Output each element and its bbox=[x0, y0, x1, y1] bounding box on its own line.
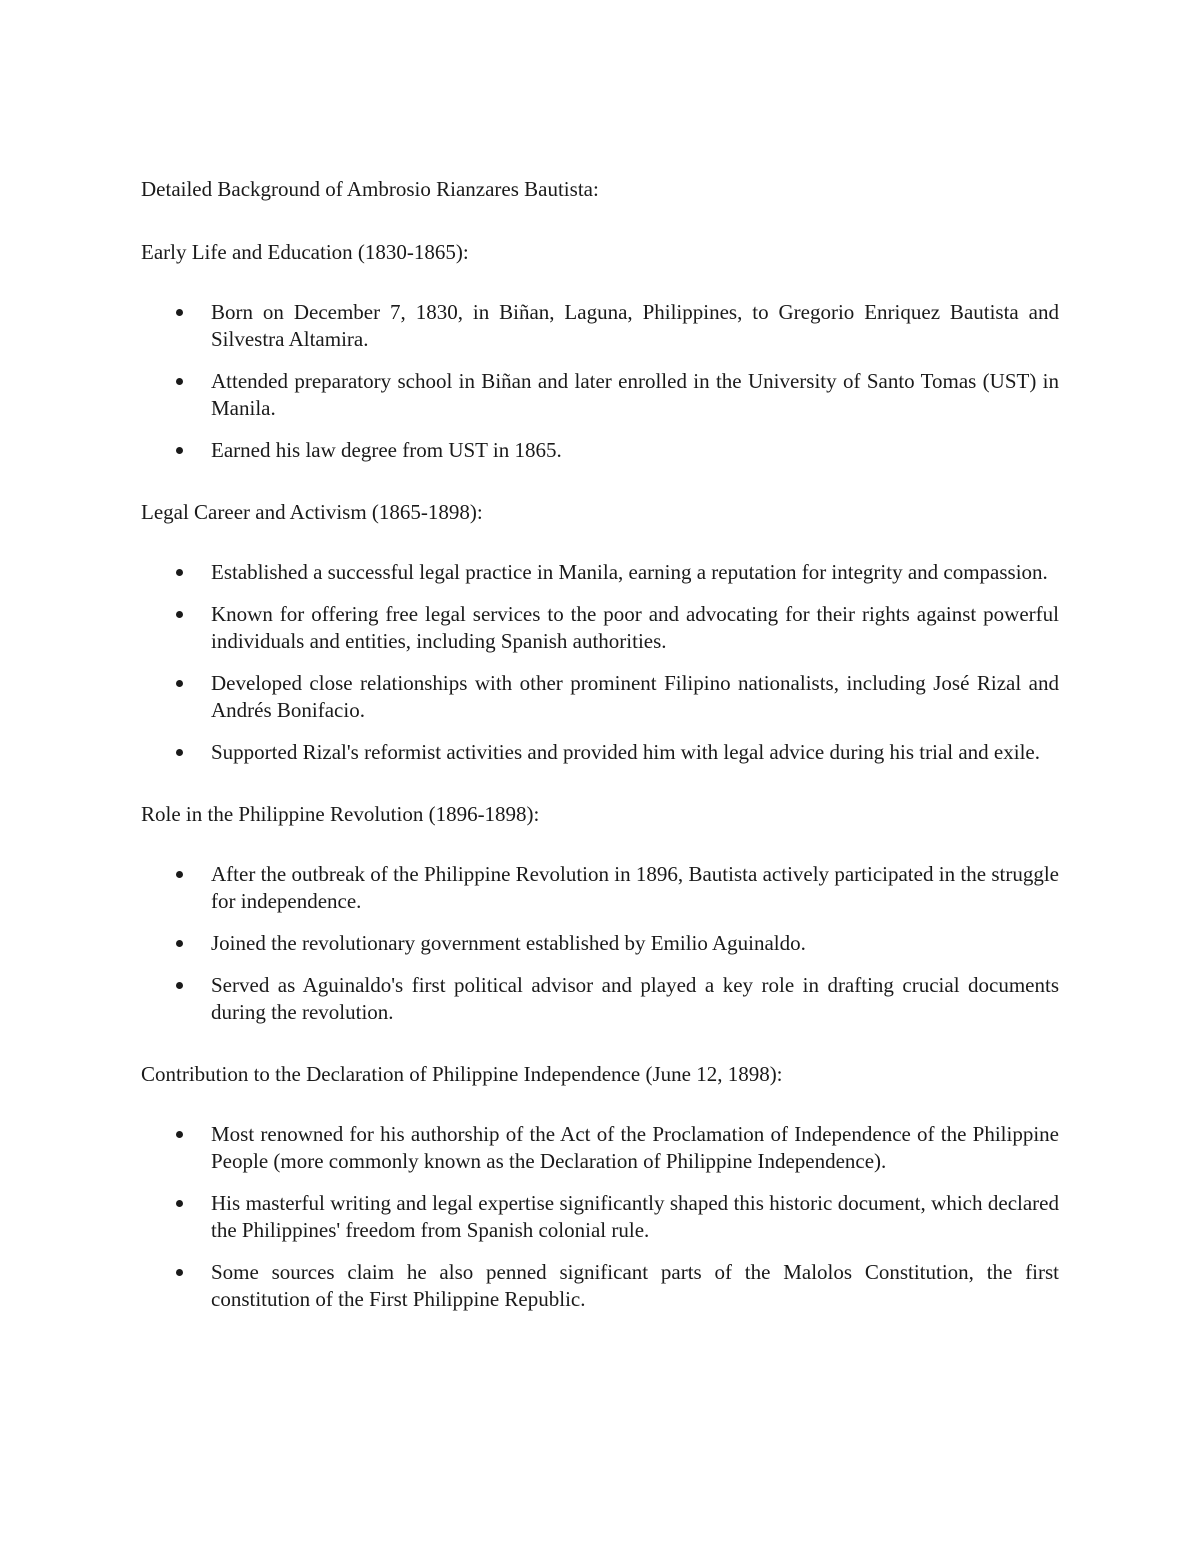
list-item bbox=[141, 861, 1059, 915]
section-heading: Legal Career and Activism (1865-1898): bbox=[141, 500, 483, 524]
section-heading: Role in the Philippine Revolution (1896-1898): bbox=[141, 802, 540, 826]
document-title: Detailed Background of Ambrosio Rianzares Bautista: bbox=[141, 177, 599, 201]
bullet-list bbox=[141, 559, 1059, 766]
list-item bbox=[141, 972, 1059, 1026]
list-item-text: After the outbreak of the Philippine Revolution in 1896, Bautista actively participated in the struggle for independence. bbox=[211, 862, 1059, 913]
list-item bbox=[141, 1121, 1059, 1175]
list-item-text: His masterful writing and legal expertise significantly shaped this historic document, which declared the Philippines' freedom from Spanish colonial rule. bbox=[211, 1191, 1059, 1242]
bullet-icon bbox=[176, 569, 183, 576]
list-item-text: Joined the revolutionary government established by Emilio Aguinaldo. bbox=[211, 931, 806, 955]
bullet-icon bbox=[176, 680, 183, 687]
list-item-text: Earned his law degree from UST in 1865. bbox=[211, 438, 562, 462]
bullet-list bbox=[141, 861, 1059, 1026]
list-item bbox=[141, 930, 1059, 957]
bullet-icon bbox=[176, 611, 183, 618]
bullet-icon bbox=[176, 1200, 183, 1207]
list-item-text: Served as Aguinaldo's first political advisor and played a key role in drafting crucial documents during the revolution. bbox=[211, 973, 1059, 1024]
bullet-icon bbox=[176, 309, 183, 316]
section-heading: Contribution to the Declaration of Philippine Independence (June 12, 1898): bbox=[141, 1062, 783, 1086]
document-page bbox=[141, 174, 1059, 1346]
list-item bbox=[141, 559, 1059, 586]
bullet-icon bbox=[176, 447, 183, 454]
list-item-text: Established a successful legal practice in Manila, earning a reputation for integrity and compassion. bbox=[211, 560, 1048, 584]
list-item bbox=[141, 739, 1059, 766]
bullet-icon bbox=[176, 378, 183, 385]
list-item bbox=[141, 601, 1059, 655]
list-item-text: Born on December 7, 1830, in Biñan, Laguna, Philippines, to Gregorio Enriquez Bautista and Silvestra Altamira. bbox=[211, 300, 1059, 351]
bullet-icon bbox=[176, 749, 183, 756]
section-revolution bbox=[141, 799, 1059, 1026]
bullet-icon bbox=[176, 1269, 183, 1276]
bullet-icon bbox=[176, 982, 183, 989]
list-item bbox=[141, 670, 1059, 724]
list-item bbox=[141, 368, 1059, 422]
list-item bbox=[141, 1190, 1059, 1244]
bullet-list bbox=[141, 1121, 1059, 1313]
section-legal-career bbox=[141, 497, 1059, 766]
bullet-icon bbox=[176, 1131, 183, 1138]
list-item bbox=[141, 437, 1059, 464]
section-declaration bbox=[141, 1059, 1059, 1313]
list-item-text: Known for offering free legal services to the poor and advocating for their rights against powerful individuals and entities, including Spanish authorities. bbox=[211, 602, 1059, 653]
list-item bbox=[141, 1259, 1059, 1313]
list-item-text: Developed close relationships with other prominent Filipino nationalists, including José Rizal and Andrés Bonifacio. bbox=[211, 671, 1059, 722]
list-item-text: Attended preparatory school in Biñan and later enrolled in the University of Santo Tomas (UST) in Manila. bbox=[211, 369, 1059, 420]
bullet-icon bbox=[176, 871, 183, 878]
bullet-icon bbox=[176, 940, 183, 947]
list-item-text: Supported Rizal's reformist activities and provided him with legal advice during his trial and exile. bbox=[211, 740, 1040, 764]
section-early-life bbox=[141, 237, 1059, 464]
bullet-list bbox=[141, 299, 1059, 464]
section-heading: Early Life and Education (1830-1865): bbox=[141, 240, 469, 264]
list-item-text: Most renowned for his authorship of the Act of the Proclamation of Independence of the Philippine People (more commonly known as the Declaration of Philippine Independence). bbox=[211, 1122, 1059, 1173]
list-item-text: Some sources claim he also penned significant parts of the Malolos Constitution, the first constitution of the First Philippine Republic. bbox=[211, 1260, 1059, 1311]
list-item bbox=[141, 299, 1059, 353]
